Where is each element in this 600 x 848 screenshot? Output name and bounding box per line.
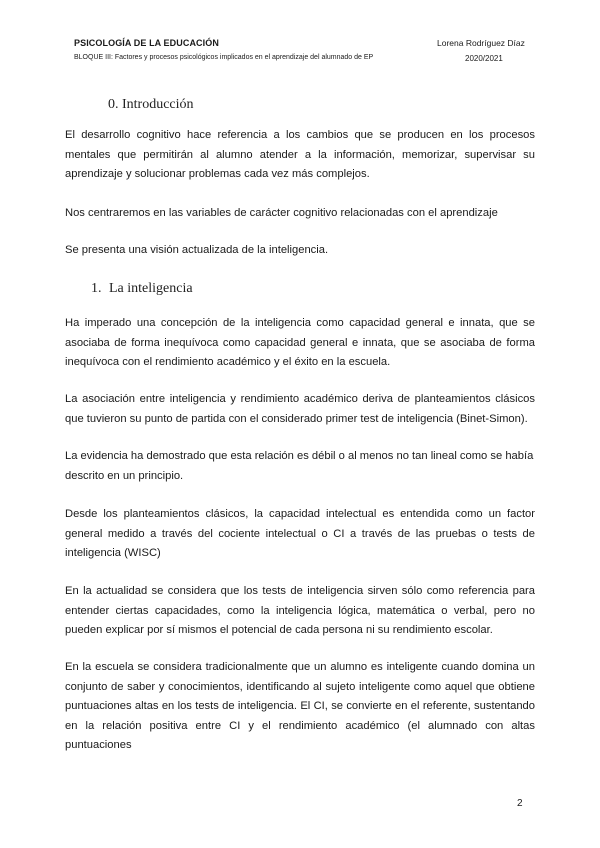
- header-block-subtitle: BLOQUE III: Factores y procesos psicológicos implicados en el aprendizaje del alumnado de EP: [74, 54, 374, 61]
- header-academic-year: 2020/2021: [465, 54, 503, 63]
- section-heading-introduction: 0. Introducción: [108, 97, 194, 112]
- section-number: 1.: [91, 281, 102, 296]
- header-author: Lorena Rodríguez Díaz: [437, 38, 525, 48]
- intelligence-paragraph-6: En la escuela se considera tradicionalmente que un alumno es inteligente cuando domina un conjunto de saber y conocimientos, identificando al sujeto inteligente como aquel que obtiene puntuaciones altas en los tests de inteligencia. El CI, se convierte en el referente, sustentando en la relación positiva entre CI y el rendimiento académico (el alumnado con altas puntuaciones: [65, 661, 535, 751]
- intro-paragraph-3: Se presenta una visión actualizada de la inteligencia.: [65, 244, 329, 256]
- section-title: La inteligencia: [109, 281, 193, 296]
- intelligence-paragraph-3: La evidencia ha demostrado que esta relación es débil o al menos no tan lineal como se había descrito en un principio.: [65, 450, 534, 482]
- intelligence-paragraph-2: La asociación entre inteligencia y rendimiento académico deriva de planteamientos clásicos que tuvieron su punto de partida con el considerado primer test de inteligencia (Binet-Simon).: [65, 393, 535, 425]
- header-course-title: PSICOLOGÍA DE LA EDUCACIÓN: [74, 38, 219, 48]
- section-heading-intelligence: [91, 281, 193, 297]
- intelligence-paragraph-4: Desde los planteamientos clásicos, la capacidad intelectual es entendida como un factor general medido a través del cociente intelectual o CI a través de las pruebas o tests de inteligencia (WISC): [65, 508, 535, 559]
- page-number: 2: [517, 798, 523, 809]
- intelligence-paragraph-1: Ha imperado una concepción de la inteligencia como capacidad general e innata, que se asociaba de forma inequívoca como capacidad general e innata, que se asociaba de forma inequívoca con el rendimiento académico y el éxito en la escuela.: [65, 317, 535, 368]
- intelligence-paragraph-5: En la actualidad se considera que los tests de inteligencia sirven sólo como referencia para entender ciertas capacidades, como la inteligencia lógica, matemática o verbal, pero no pueden explicar por sí mismos el potencial de cada persona ni su rendimiento escolar.: [65, 585, 535, 636]
- intro-paragraph-1: El desarrollo cognitivo hace referencia a los cambios que se producen en los procesos mentales que permitirán al alumno atender a la información, memorizar, supervisar su aprendizaje y solucionar problemas cada vez más complejos.: [65, 129, 535, 180]
- intro-paragraph-2: Nos centraremos en las variables de carácter cognitivo relacionadas con el aprendizaje: [65, 207, 498, 219]
